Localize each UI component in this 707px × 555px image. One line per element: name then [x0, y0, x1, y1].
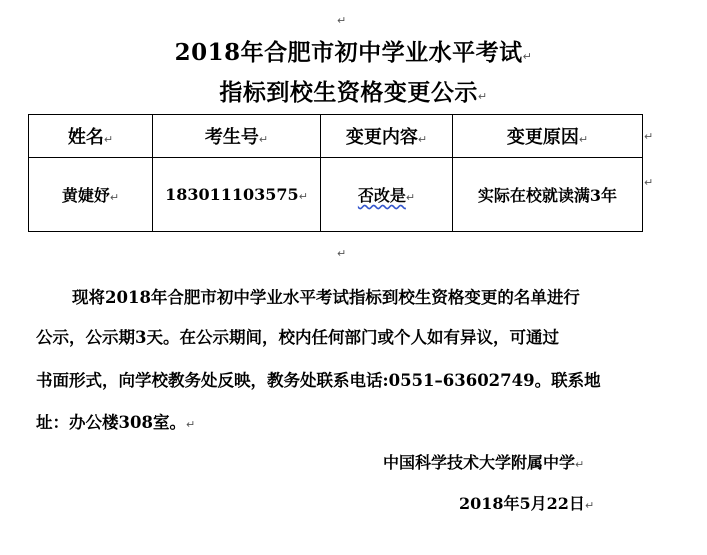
cell-name: 黄婕妤↵	[29, 158, 153, 232]
paragraph-mark: ↵	[522, 50, 533, 63]
signature-date: 2018年5月22日↵	[459, 494, 595, 513]
row-end-mark: ↵	[644, 130, 654, 143]
body-text-line-3: 书面形式，向学校教务处反映，教务处联系电话:0551–63602749。联系地	[36, 371, 601, 390]
body-text-line-4: 址：办公楼308室。↵	[36, 413, 196, 432]
table-row	[29, 158, 643, 232]
table-header-row	[29, 115, 643, 158]
header-exam-number: 考生号↵	[153, 115, 321, 158]
cell-exam-number: 183011103575↵	[153, 158, 321, 232]
document-title-line-1	[0, 34, 707, 67]
document-title-line-2	[0, 74, 707, 107]
header-name: 姓名↵	[29, 115, 153, 158]
header-change-content: 变更内容↵	[321, 115, 453, 158]
signature-organization: 中国科学技术大学附属中学↵	[383, 453, 585, 472]
header-change-reason: 变更原因↵	[453, 115, 643, 158]
change-table	[28, 114, 643, 232]
body-text-line-2: 公示，公示期3天。在公示期间，校内任何部门或个人如有异议，可通过	[36, 328, 559, 347]
title-line-2-text: 指标到校生资格变更公示	[219, 79, 478, 106]
cell-change-reason: 实际在校就读满3年	[453, 158, 643, 232]
paragraph-mark: ↵	[337, 247, 347, 260]
row-end-mark: ↵	[644, 176, 654, 189]
title-line-1-text: 2018年合肥市初中学业水平考试	[174, 39, 523, 66]
cell-change-content: 否改是↵	[321, 158, 453, 232]
paragraph-mark: ↵	[337, 14, 347, 27]
body-text-line-1: 现将2018年合肥市初中学业水平考试指标到校生资格变更的名单进行	[72, 288, 580, 307]
paragraph-mark: ↵	[477, 90, 488, 103]
